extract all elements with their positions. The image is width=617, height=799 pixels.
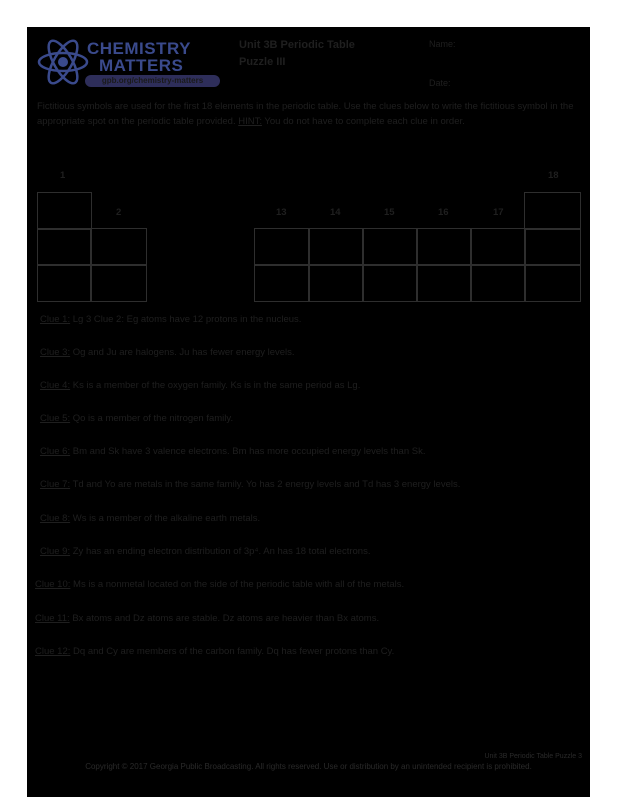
table-cell-p2-g1[interactable] — [37, 228, 92, 266]
clue-6 — [40, 446, 426, 457]
puzzle-title: Puzzle III — [239, 56, 286, 68]
clue-label: Clue 5: — [40, 413, 71, 424]
clue-label: Clue 11: — [35, 613, 70, 624]
worksheet-page — [27, 27, 590, 797]
clue-8 — [40, 513, 260, 524]
hint-text: You do not have to complete each clue in order. — [261, 116, 465, 127]
group-label-13: 13 — [276, 207, 287, 218]
table-cell-p2-g17[interactable] — [470, 228, 526, 266]
clue-text: Td and Yo are metals in the same family. Yo has 2 energy levels and Td has 3 energy levels. — [72, 479, 461, 490]
table-cell-p2-g14[interactable] — [308, 228, 364, 266]
table-cell-p3-g15[interactable] — [362, 264, 418, 302]
group-label-14: 14 — [330, 207, 341, 218]
page-reference: Unit 3B Periodic Table Puzzle 3 — [484, 753, 582, 760]
logo-title: CHEMISTRY — [87, 39, 191, 58]
clue-label: Clue 12: — [35, 646, 71, 657]
instructions-text: Fictitious symbols are used for the first 18 elements in the periodic table. Use the clues below to write the fictitious symbol in the appropriate spot on the periodic table provided. — [37, 101, 574, 127]
clue-5 — [40, 413, 233, 424]
group-label-18: 18 — [548, 170, 559, 181]
clue-label: Clue 4: — [40, 380, 71, 391]
hint-label: HINT: — [238, 116, 262, 127]
table-cell-p2-g2[interactable] — [90, 228, 147, 266]
clue-label: Clue 3: — [40, 347, 71, 358]
clue-label: Clue 8: — [40, 513, 71, 524]
clue-text: Lg 3 Clue 2: Eg atoms have 12 protons in the nucleus. — [72, 314, 302, 325]
clue-text: Og and Ju are halogens. Ju has fewer energy levels. — [72, 347, 295, 358]
table-cell-p3-g14[interactable] — [308, 264, 364, 302]
group-label-17: 17 — [493, 207, 504, 218]
clue-text: Ks is a member of the oxygen family. Ks is in the same period as Lg. — [72, 380, 361, 391]
clue-text: Ws is a member of the alkaline earth metals. — [72, 513, 261, 524]
clue-1 — [40, 314, 301, 325]
clue-11 — [35, 613, 379, 624]
group-label-16: 16 — [438, 207, 449, 218]
logo-url: gpb.org/chemistry-matters — [85, 75, 220, 87]
table-cell-p3-g13[interactable] — [254, 264, 310, 302]
table-cell-p1-g1[interactable] — [37, 192, 92, 230]
table-cell-p2-g13[interactable] — [254, 228, 310, 266]
table-cell-p2-g15[interactable] — [362, 228, 418, 266]
clue-text: Qo is a member of the nitrogen family. — [72, 413, 234, 424]
clue-9 — [40, 546, 370, 557]
table-cell-p3-g1[interactable] — [37, 264, 92, 302]
table-cell-p3-g2[interactable] — [90, 264, 147, 302]
clue-3 — [40, 347, 295, 358]
group-label-2: 2 — [116, 207, 122, 218]
clue-text: Dq and Cy are members of the carbon family. Dq has fewer protons than Cy. — [73, 646, 395, 657]
clue-label: Clue 7: — [40, 479, 71, 490]
name-label: Name: — [429, 39, 456, 49]
table-cell-p1-g18[interactable] — [524, 192, 581, 230]
group-label-15: 15 — [384, 207, 395, 218]
clue-text: Bm and Sk have 3 valence electrons. Bm has more occupied energy levels than Sk. — [72, 446, 426, 457]
atom-icon — [37, 39, 89, 85]
table-cell-p2-g16[interactable] — [416, 228, 472, 266]
clue-text: Bx atoms and Dz atoms are stable. Dz atoms are heavier than Bx atoms. — [72, 613, 380, 624]
clue-label: Clue 6: — [40, 446, 71, 457]
clue-7 — [40, 479, 460, 490]
instructions — [37, 99, 582, 129]
table-cell-p3-g18[interactable] — [524, 264, 581, 302]
clue-text: Zy has an ending electron distribution of 3p⁴. An has 18 total electrons. — [72, 546, 371, 557]
logo-subtitle: MATTERS — [99, 56, 184, 75]
clue-10 — [35, 579, 404, 590]
unit-title: Unit 3B Periodic Table — [239, 39, 355, 51]
table-cell-p3-g17[interactable] — [470, 264, 526, 302]
clue-label: Clue 10: — [35, 579, 71, 590]
table-cell-p2-g18[interactable] — [524, 228, 581, 266]
clue-label: Clue 9: — [40, 546, 71, 557]
clue-text: Ms is a nonmetal located on the side of the periodic table with all of the metals. — [73, 579, 405, 590]
clue-4 — [40, 380, 360, 391]
clue-12 — [35, 646, 394, 657]
clue-label: Clue 1: — [40, 314, 71, 325]
date-label: Date: — [429, 78, 451, 88]
copyright-footer: Copyright © 2017 Georgia Public Broadcasting. All rights reserved. Use or distribution by an unintended recipient is prohibited. — [85, 762, 532, 771]
chemistry-matters-logo — [37, 37, 222, 89]
group-label-1: 1 — [60, 170, 66, 181]
table-cell-p3-g16[interactable] — [416, 264, 472, 302]
